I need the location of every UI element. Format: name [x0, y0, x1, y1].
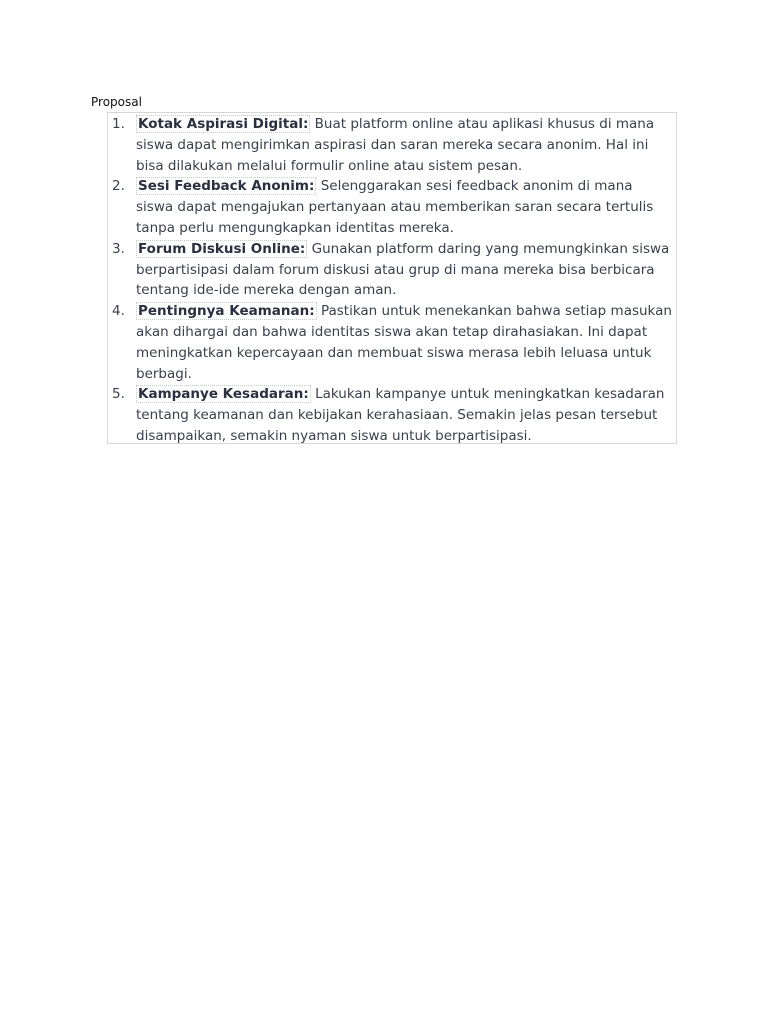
item-number: 2. [112, 178, 125, 195]
page-title: Proposal [91, 95, 142, 109]
item-term: Kampanye Kesadaran: [138, 386, 309, 403]
item-text: Gunakan platform daring yang memungkinkan siswa berpartisipasi dalam forum diskusi atau grup di mana mereka bisa berbicara tentang ide-ide mereka dengan aman. [136, 240, 670, 299]
item-text: Pastikan untuk menekankan bahwa setiap masukan akan dihargai dan bahwa identitas siswa akan tetap dirahasiakan. Ini dapat meningkatkan kepercayaan dan membuat siswa merasa lebih leluasa untuk berbagi. [136, 303, 672, 382]
proposal-list-box [107, 112, 677, 444]
item-number: 3. [112, 240, 125, 257]
list-item [108, 301, 676, 384]
item-term: Pentingnya Keamanan: [138, 303, 315, 320]
item-term: Kotak Aspirasi Digital: [138, 116, 309, 132]
proposal-list [108, 113, 676, 447]
list-item [108, 176, 676, 238]
item-number: 5. [112, 386, 125, 403]
item-number: 4. [112, 303, 125, 320]
item-text: Buat platform online atau aplikasi khusus di mana siswa dapat mengirimkan aspirasi dan saran mereka secara anonim. Hal ini bisa dilakukan melalui formulir online atau sistem pesan. [136, 116, 655, 174]
list-item [108, 114, 676, 176]
item-text: Selenggarakan sesi feedback anonim di mana siswa dapat mengajukan pertanyaan atau memberikan saran secara tertulis tanpa perlu mengungkapkan identitas mereka. [136, 178, 654, 236]
item-term: Forum Diskusi Online: [138, 240, 306, 257]
list-item [108, 239, 676, 301]
item-text: Lakukan kampanye untuk meningkatkan kesadaran tentang keamanan dan kebijakan kerahasiaan. Semakin jelas pesan tersebut disampaikan, semakin nyaman siswa untuk berpartisipasi. [136, 386, 665, 444]
item-number: 1. [112, 116, 125, 132]
list-item [108, 384, 676, 446]
item-term: Sesi Feedback Anonim: [138, 178, 315, 195]
